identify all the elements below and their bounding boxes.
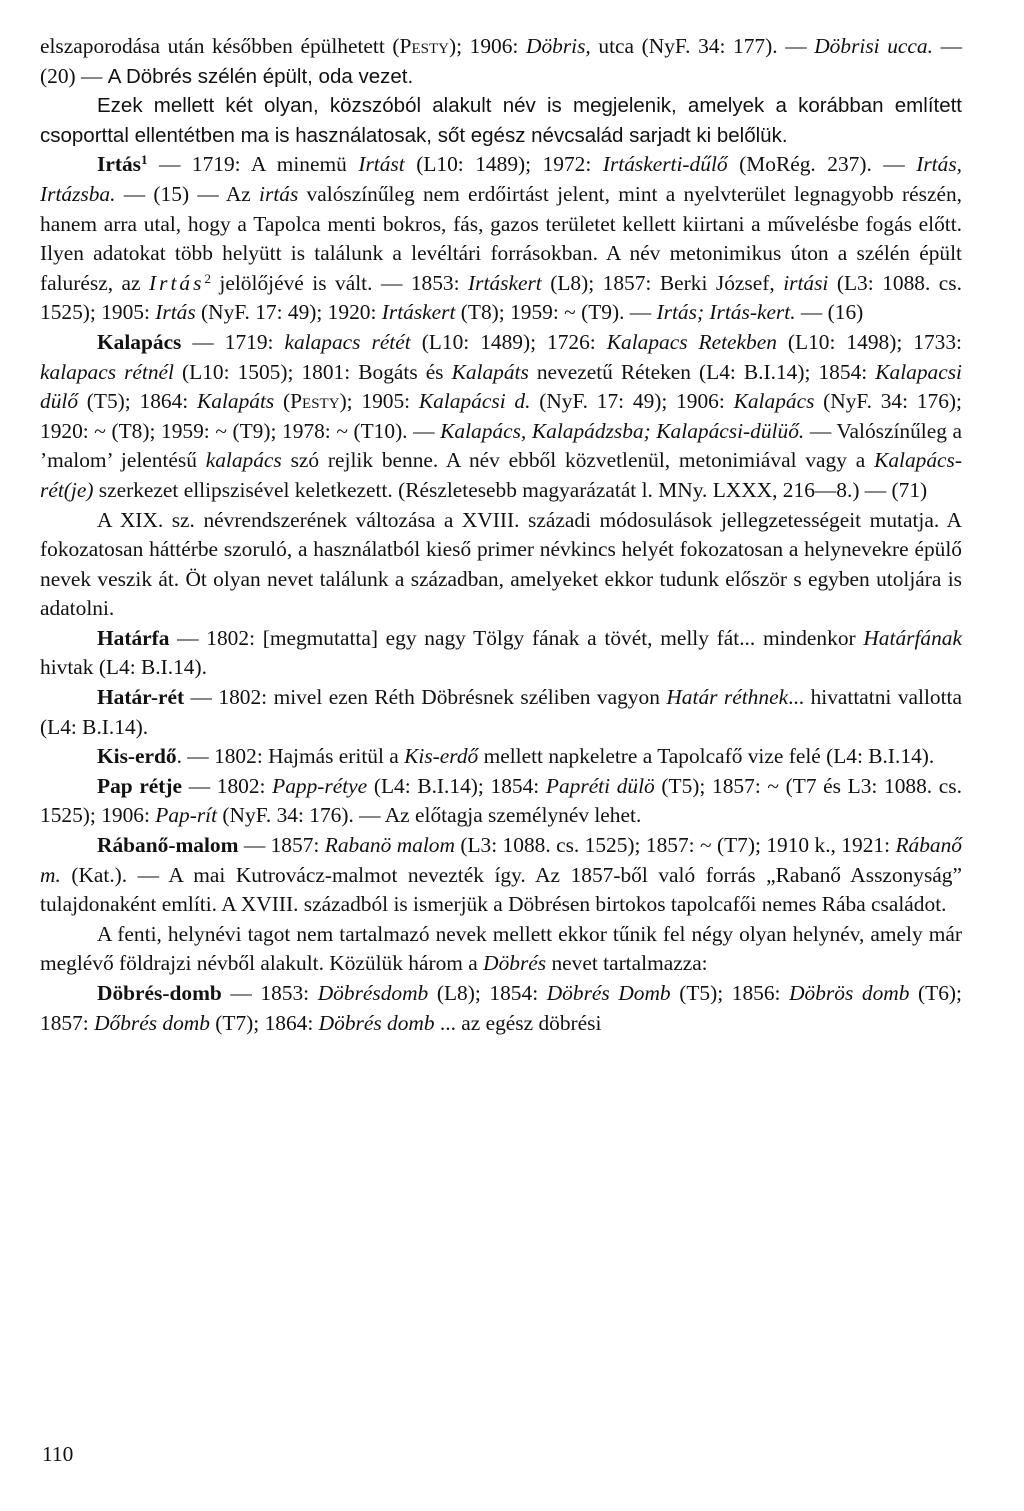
page-number: 110	[42, 1442, 74, 1466]
text-run: (T6); 1857:	[40, 981, 962, 1035]
text-run: (L8); 1854:	[428, 981, 547, 1005]
footnote-marker: 2	[204, 270, 211, 286]
text-run: (NyF. 34: 176); 1920: ~ (T8); 1959: ~ (T9); 1978: ~ (T10). —	[40, 389, 962, 443]
italic-term: irtási	[783, 270, 829, 295]
italic-term: kalapacs rétnél	[40, 359, 174, 384]
text-run: (L3: 1088. cs. 1525); 1857: ~ (T7); 1910 k., 1921:	[454, 833, 896, 858]
text-run: (NyF. 17: 49); 1920:	[195, 300, 382, 325]
text-run: — 1802: mivel ezen Réth Döbrésnek széliben vagyon	[184, 685, 667, 710]
text-run: A fenti, helynévi tagot nem tartalmazó nevek mellett ekkor tűnik fel négy olyan helynév, amely már meglévő földrajzi névből alakult. Közülük három a	[40, 921, 962, 976]
paragraph	[40, 920, 962, 979]
italic-term: Kalapacsi dülő	[40, 359, 963, 414]
italic-term: Kalapács	[733, 389, 815, 414]
text-run: (	[274, 389, 291, 414]
paragraph	[40, 32, 962, 91]
italic-term: irtás	[259, 181, 299, 206]
paragraph	[40, 772, 962, 831]
text-run: — 1719:	[181, 329, 285, 354]
italic-term: Rábanő m.	[40, 833, 962, 887]
italic-term: Döbris,	[526, 34, 591, 58]
italic-term: Döbrés Domb	[546, 981, 671, 1005]
text-run: nevet tartalmazza:	[546, 951, 708, 976]
italic-term: Irtás, Irtázsba.	[40, 152, 962, 206]
text-run: (L10: 1489); 1726:	[410, 329, 607, 354]
text-run: — Valószínűleg a ’malom’ jelentésű	[40, 418, 962, 473]
entry-headword: Döbrés-domb	[97, 981, 222, 1005]
text-run: Pesty	[290, 389, 340, 414]
text-run: (T5); 1857: ~ (T7 és L3: 1088. cs. 1525); 1906:	[40, 773, 962, 828]
paragraph	[40, 91, 962, 150]
page-body	[40, 32, 962, 1038]
italic-term: Irtás	[149, 270, 205, 295]
text-run: . — 1802: Hajmás eritül a	[176, 744, 405, 769]
paragraph	[40, 831, 962, 920]
text-run: (L10: 1489); 1972:	[404, 152, 603, 177]
text-run: Ezek mellett két olyan, közszóból alakult név is megjelenik, amelyek a korábban említett csoporttal ellentétben ma is használatosak, sőt egész névcsalád sarjadt ki belőlük.	[40, 94, 962, 147]
text-run: (NyF. 34: 176). — Az előtagja személynév lehet.	[217, 803, 642, 828]
text-run: (T5); 1856:	[670, 981, 790, 1005]
italic-term: Döbrös domb	[789, 981, 910, 1005]
italic-term: Döbrésdomb	[317, 981, 429, 1005]
entry-headword: Kalapács	[97, 329, 182, 354]
italic-term: Kalapacs Retekben	[606, 329, 777, 354]
italic-term: Kis-erdő	[404, 744, 479, 769]
text-run: (Kat.). — A mai Kutrovácz-malmot nevezték így. Az 1857-ből való forrás „Rabanő Asszonyság” tulajdonaként említi. A XVIII. századból is ismerjük a Döbrésen birtokos tapolcafői nemes Rába családot.	[40, 862, 962, 917]
italic-term: Kalapáts	[197, 389, 275, 414]
italic-term: Döbrés domb	[318, 1010, 435, 1035]
italic-term: Döbrés	[483, 951, 547, 976]
italic-term: Kalapács-rét(je)	[40, 448, 962, 502]
italic-term: kalapacs rétét	[284, 329, 411, 354]
entry-headword: Pap rétje	[97, 773, 183, 798]
text-run: ); 1905:	[339, 389, 419, 414]
text-run: ... hivattatni vallotta (L4: B.I.14).	[40, 685, 962, 739]
text-run: — 1857:	[238, 833, 325, 858]
text-run: (L10: 1498); 1733:	[776, 329, 962, 354]
text-run: utca (NyF. 34: 177). —	[590, 34, 815, 58]
text-run: (T8); 1959: ~ (T9). —	[455, 300, 657, 325]
italic-term: Pap-rít	[155, 803, 218, 828]
paragraph	[40, 328, 962, 506]
italic-term: Rabanö malom	[324, 833, 455, 858]
text-run: ... az egész döbrési	[434, 1010, 602, 1035]
text-run: — 1719: A minemü	[147, 152, 359, 177]
text-run: — 1853:	[221, 981, 318, 1005]
text-run: — (16)	[795, 300, 864, 325]
paragraph	[40, 624, 962, 683]
text-run: jelölőjévé is vált. — 1853:	[210, 270, 469, 295]
text-run: nevezetű Réteken (L4: B.I.14); 1854:	[528, 359, 876, 384]
text-run: szó rejlik benne. A név ebből közvetlenül, metonimiával vagy a	[281, 448, 875, 473]
text-run: elszaporodása után későbben épülhetett (	[40, 34, 400, 58]
text-run: valószínűleg nem erdőirtást jelent, mint a nyelvterület legnagyobb részén, hanem arra utal, hogy a Tapolca menti bokros, fás, gazos területet kellett kiirtani a művelésbe fogás előtt. Ilyen adatokat több helyütt is találunk a levéltári forrásokban. A név metonimikus úton a szélén épült falurész, az	[40, 181, 962, 295]
italic-term: Irtáskert	[468, 270, 542, 295]
entry-headword: Határ-rét	[97, 685, 185, 710]
paragraph	[40, 979, 962, 1038]
text-run: Pesty	[399, 34, 449, 58]
text-run: (L10: 1505); 1801: Bogáts és	[173, 359, 452, 384]
text-run: (T7); 1864:	[209, 1010, 319, 1035]
text-run: (L4: B.I.14); 1854:	[367, 773, 546, 798]
text-run: (L8); 1857: Berki József,	[541, 270, 784, 295]
italic-term: Dőbrés domb	[94, 1010, 210, 1035]
italic-term: Papréti dülö	[545, 773, 655, 798]
italic-term: Döbrisi ucca.	[814, 34, 933, 58]
entry-headword: Irtás	[97, 152, 141, 177]
italic-term: Irtáskert	[381, 300, 456, 325]
paragraph	[40, 150, 962, 328]
text-run: A XIX. sz. névrendszerének változása a XVIII. századi módosulások jellegzetességeit mutatja. A fokozatosan háttérbe szoruló, a használatból kieső primer névkincs helyét fokozatosan a helynevekre épülő nevek veszik át. Öt olyan nevet találunk a században, amelyeket ekkor tudunk először s egyben utoljára is adatolni.	[40, 507, 962, 621]
text-run: mellett napkeletre a Tapolcafő vize felé (L4: B.I.14).	[478, 744, 935, 769]
italic-term: Kalapácsi d.	[418, 389, 531, 414]
paragraph	[40, 506, 962, 624]
entry-headword: Rábanő-malom	[97, 833, 239, 858]
italic-term: Kalapáts	[451, 359, 529, 384]
entry-headword: 1	[140, 152, 148, 168]
italic-term: Irtáskerti-dűlő	[602, 152, 728, 177]
text-run: — 1802:	[182, 773, 273, 798]
text-run: — (20) —	[40, 34, 962, 88]
text-run: (T5); 1864:	[78, 389, 197, 414]
italic-term: Határ réthnek	[666, 685, 789, 710]
italic-term: Határfának	[863, 625, 962, 650]
italic-term: Kalapács, Kalapádzsba; Kalapácsi-dülüő.	[440, 418, 805, 443]
italic-term: Irtást	[358, 152, 405, 177]
text-run: hivtak (L4: B.I.14).	[40, 655, 207, 680]
text-run: ); 1906:	[448, 34, 526, 58]
italic-term: Irtás	[155, 300, 196, 325]
text-run: A Döbrés szélén épült, oda vezet.	[107, 64, 414, 88]
italic-term: Irtás; Irtás-kert.	[656, 300, 796, 325]
paragraph	[40, 683, 962, 742]
italic-term: kalapács	[205, 448, 282, 473]
italic-term: Papp-rétye	[272, 773, 368, 798]
entry-headword: Határfa	[97, 625, 170, 650]
text-run: — (15) — Az	[115, 181, 260, 206]
text-run: (NyF. 17: 49); 1906:	[530, 389, 734, 414]
text-run: (MoRég. 237). —	[727, 152, 917, 177]
paragraph	[40, 742, 962, 772]
entry-headword: Kis-erdő	[97, 744, 177, 769]
text-run: — 1802: [megmutatta] egy nagy Tölgy fának a tövét, melly fát... mindenkor	[169, 625, 864, 650]
text-run: szerkezet ellipszisével keletkezett. (Részletesebb magyarázatát l. MNy. LXXX, 216—8.) — (71)	[93, 477, 928, 502]
text-run: (L3: 1088. cs. 1525); 1905:	[40, 270, 962, 325]
